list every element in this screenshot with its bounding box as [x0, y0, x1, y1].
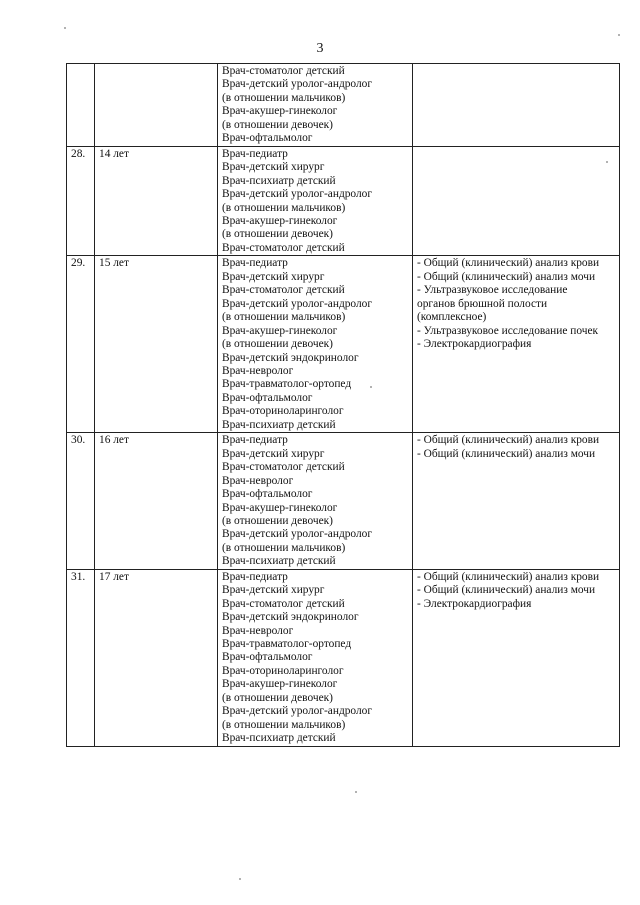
table-row [67, 64, 620, 147]
specialist-line: Врач-акушер-гинеколог [222, 501, 338, 514]
table-row [67, 256, 620, 433]
specialist-line: Врач-невролог [222, 474, 294, 487]
specialist-line: Врач-педиатр [222, 257, 288, 270]
specialist-line: Врач-психиатр детский [222, 732, 336, 745]
specialist-line: Врач-офтальмолог [222, 488, 313, 501]
test-line: органов брюшной полости [417, 297, 548, 310]
specialist-line: (в отношении мальчиков) [222, 311, 346, 324]
specialist-line: Врач-оториноларинголог [222, 664, 344, 677]
specialist-line: Врач-педиатр [222, 570, 288, 583]
specialist-line: Врач-детский уролог-андролог [222, 78, 373, 91]
specialist-line: Врач-акушер-гинеколог [222, 678, 338, 691]
specialist-line: (в отношении мальчиков) [222, 201, 346, 214]
page-number: 3 [316, 41, 324, 56]
test-line: - Общий (клинический) анализ крови [417, 434, 600, 447]
specialist-line: Врач-педиатр [222, 147, 288, 160]
test-line: - Электрокардиография [417, 338, 532, 351]
specialist-line: Врач-детский эндокринолог [222, 351, 359, 364]
test-line: - Общий (клинический) анализ крови [417, 570, 600, 583]
specialist-line: Врач-детский хирург [222, 270, 325, 283]
specialist-line: (в отношении девочек) [222, 514, 333, 527]
specialist-line: Врач-акушер-гинеколог [222, 214, 338, 227]
specialist-line: Врач-стоматолог детский [222, 65, 345, 77]
scan-speck [239, 878, 241, 880]
scan-speck [64, 27, 66, 29]
specialist-line: Врач-детский эндокринолог [222, 611, 359, 624]
specialist-line: (в отношении мальчиков) [222, 541, 346, 554]
specialist-line: (в отношении мальчиков) [222, 91, 346, 104]
test-line: - Общий (клинический) анализ крови [417, 257, 600, 270]
specialist-line: Врач-офтальмолог [222, 391, 313, 404]
tests-cell [413, 146, 620, 256]
scan-speck [355, 791, 357, 793]
test-line: - Общий (клинический) анализ мочи [417, 270, 596, 283]
specialist-line: (в отношении мальчиков) [222, 718, 346, 731]
specialists-cell [218, 569, 413, 746]
specialist-line: Врач-невролог [222, 624, 294, 637]
specialist-line: Врач-психиатр детский [222, 418, 336, 431]
tests-cell [413, 569, 620, 746]
specialist-line: Врач-травматолог-ортопед [222, 378, 352, 391]
scan-speck [618, 34, 620, 36]
specialist-line: Врач-стоматолог детский [222, 461, 345, 474]
specialists-cell [218, 146, 413, 256]
age-cell: 16 лет [95, 433, 218, 570]
test-line: - Ультразвуковое исследование почек [417, 324, 599, 337]
specialist-line: Врач-офтальмолог [222, 132, 313, 145]
specialist-line: Врач-невролог [222, 364, 294, 377]
table-body [67, 64, 620, 747]
row-number-cell: 31. [67, 569, 95, 746]
specialist-line: Врач-психиатр детский [222, 555, 336, 568]
age-cell: 15 лет [95, 256, 218, 433]
specialist-line: Врач-акушер-гинеколог [222, 105, 338, 118]
specialist-line: Врач-детский хирург [222, 447, 325, 460]
row-number-cell: 29. [67, 256, 95, 433]
row-number-cell [67, 64, 95, 147]
specialist-line: Врач-детский уролог-андролог [222, 705, 373, 718]
scan-speck [606, 161, 608, 163]
examination-schedule-table [66, 63, 620, 747]
specialists-cell [218, 64, 413, 147]
specialists-cell [218, 433, 413, 570]
age-cell: 17 лет [95, 569, 218, 746]
scan-speck [370, 386, 372, 388]
age-cell: 14 лет [95, 146, 218, 256]
specialist-line: Врач-травматолог-ортопед [222, 638, 352, 651]
test-line: - Ультразвуковое исследование [417, 284, 568, 297]
specialist-line: Врач-стоматолог детский [222, 284, 345, 297]
specialists-cell [218, 256, 413, 433]
test-line: - Общий (клинический) анализ мочи [417, 584, 596, 597]
specialist-line: Врач-детский уролог-андролог [222, 297, 373, 310]
specialist-line: Врач-детский хирург [222, 584, 325, 597]
specialist-line: (в отношении девочек) [222, 118, 333, 131]
specialist-line: (в отношении девочек) [222, 338, 333, 351]
tests-cell [413, 433, 620, 570]
specialist-line: Врач-акушер-гинеколог [222, 324, 338, 337]
row-number-cell: 30. [67, 433, 95, 570]
tests-cell [413, 256, 620, 433]
row-number-cell: 28. [67, 146, 95, 256]
age-cell [95, 64, 218, 147]
tests-cell [413, 64, 620, 147]
specialist-line: Врач-детский уролог-андролог [222, 528, 373, 541]
specialist-line: Врач-оториноларинголог [222, 405, 344, 418]
specialist-line: Врач-стоматолог детский [222, 241, 345, 254]
table-row [67, 146, 620, 256]
specialist-line: Врач-офтальмолог [222, 651, 313, 664]
specialist-line: Врач-стоматолог детский [222, 597, 345, 610]
specialist-line: Врач-психиатр детский [222, 174, 336, 187]
test-line: - Электрокардиография [417, 597, 532, 610]
table-row [67, 569, 620, 746]
test-line: - Общий (клинический) анализ мочи [417, 447, 596, 460]
specialist-line: (в отношении девочек) [222, 691, 333, 704]
specialist-line: Врач-педиатр [222, 434, 288, 447]
specialist-line: (в отношении девочек) [222, 228, 333, 241]
table-row [67, 433, 620, 570]
test-line: (комплексное) [417, 311, 487, 324]
specialist-line: Врач-детский хирург [222, 161, 325, 174]
specialist-line: Врач-детский уролог-андролог [222, 188, 373, 201]
